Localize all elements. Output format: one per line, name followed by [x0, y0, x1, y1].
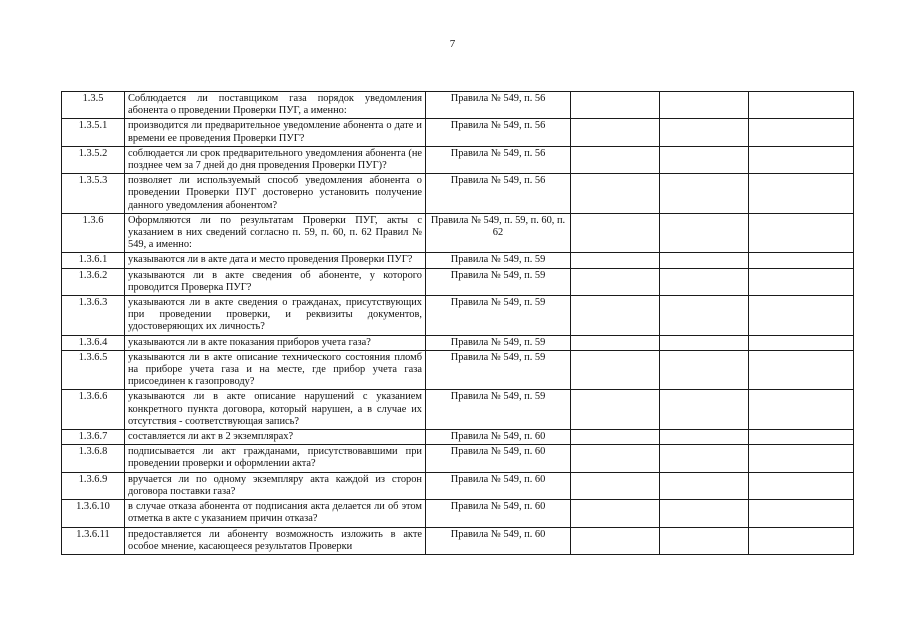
answer-na-cell[interactable]: [749, 445, 854, 472]
answer-na-cell[interactable]: [749, 253, 854, 268]
answer-no-cell[interactable]: [660, 527, 749, 554]
answer-no-cell[interactable]: [660, 500, 749, 527]
legal-reference: Правила № 549, п. 59: [426, 296, 571, 336]
question-text: предоставляется ли абоненту возможность изложить в акте особое мнение, касающееся результатов Проверки: [125, 527, 426, 554]
answer-na-cell[interactable]: [749, 350, 854, 390]
legal-reference: Правила № 549, п. 60: [426, 472, 571, 499]
table-row: [62, 146, 854, 173]
legal-reference: Правила № 549, п. 56: [426, 174, 571, 214]
question-text: составляется ли акт в 2 экземплярах?: [125, 430, 426, 445]
legal-reference: Правила № 549, п. 59: [426, 253, 571, 268]
item-number: 1.3.5: [62, 92, 125, 119]
answer-na-cell[interactable]: [749, 119, 854, 146]
legal-reference: Правила № 549, п. 60: [426, 445, 571, 472]
question-text: производится ли предварительное уведомление абонента о дате и времени ее проведения Проверки ПУГ?: [125, 119, 426, 146]
item-number: 1.3.6.10: [62, 500, 125, 527]
answer-yes-cell[interactable]: [571, 268, 660, 295]
item-number: 1.3.6.3: [62, 296, 125, 336]
item-number: 1.3.6.8: [62, 445, 125, 472]
answer-na-cell[interactable]: [749, 500, 854, 527]
answer-yes-cell[interactable]: [571, 146, 660, 173]
legal-reference: Правила № 549, п. 60: [426, 500, 571, 527]
answer-no-cell[interactable]: [660, 445, 749, 472]
answer-yes-cell[interactable]: [571, 174, 660, 214]
item-number: 1.3.6.9: [62, 472, 125, 499]
table-row: [62, 174, 854, 214]
question-text: подписывается ли акт гражданами, присутствовавшими при проведении проверки и оформлении акта?: [125, 445, 426, 472]
item-number: 1.3.6.6: [62, 390, 125, 430]
table-row: [62, 92, 854, 119]
question-text: позволяет ли используемый способ уведомления абонента о проведении Проверки ПУГ достоверно установить получение данного уведомления абонентом?: [125, 174, 426, 214]
answer-yes-cell[interactable]: [571, 92, 660, 119]
item-number: 1.3.5.3: [62, 174, 125, 214]
legal-reference: Правила № 549, п. 59: [426, 390, 571, 430]
question-text: Соблюдается ли поставщиком газа порядок уведомления абонента о проведении Проверки ПУГ, а именно:: [125, 92, 426, 119]
answer-no-cell[interactable]: [660, 390, 749, 430]
table-row: [62, 500, 854, 527]
answer-no-cell[interactable]: [660, 213, 749, 253]
table-row: [62, 119, 854, 146]
answer-na-cell[interactable]: [749, 174, 854, 214]
question-text: в случае отказа абонента от подписания акта делается ли об этом отметка в акте с указанием причин отказа?: [125, 500, 426, 527]
question-text: указываются ли в акте описание нарушений с указанием конкретного пункта договора, который нарушен, а в случае их отсутствия - соответствующая запись?: [125, 390, 426, 430]
answer-na-cell[interactable]: [749, 92, 854, 119]
answer-no-cell[interactable]: [660, 253, 749, 268]
question-text: вручается ли по одному экземпляру акта каждой из сторон договора поставки газа?: [125, 472, 426, 499]
answer-na-cell[interactable]: [749, 146, 854, 173]
answer-yes-cell[interactable]: [571, 119, 660, 146]
table-row: [62, 335, 854, 350]
answer-yes-cell[interactable]: [571, 430, 660, 445]
legal-reference: Правила № 549, п. 60: [426, 430, 571, 445]
item-number: 1.3.5.1: [62, 119, 125, 146]
legal-reference: Правила № 549, п. 59: [426, 268, 571, 295]
answer-no-cell[interactable]: [660, 174, 749, 214]
question-text: указываются ли в акте дата и место проведения Проверки ПУГ?: [125, 253, 426, 268]
question-text: Оформляются ли по результатам Проверки ПУГ, акты с указанием в них сведений согласно п. 59, п. 60, п. 62 Правил № 549, а именно:: [125, 213, 426, 253]
item-number: 1.3.6.11: [62, 527, 125, 554]
answer-yes-cell[interactable]: [571, 390, 660, 430]
answer-yes-cell[interactable]: [571, 350, 660, 390]
page-number: 7: [449, 38, 456, 50]
answer-no-cell[interactable]: [660, 92, 749, 119]
item-number: 1.3.6: [62, 213, 125, 253]
answer-no-cell[interactable]: [660, 335, 749, 350]
question-text: указываются ли в акте показания приборов учета газа?: [125, 335, 426, 350]
legal-reference: Правила № 549, п. 59, п. 60, п. 62: [426, 213, 571, 253]
answer-yes-cell[interactable]: [571, 445, 660, 472]
answer-na-cell[interactable]: [749, 213, 854, 253]
table-row: [62, 350, 854, 390]
answer-na-cell[interactable]: [749, 527, 854, 554]
item-number: 1.3.6.5: [62, 350, 125, 390]
legal-reference: Правила № 549, п. 56: [426, 146, 571, 173]
answer-na-cell[interactable]: [749, 268, 854, 295]
legal-reference: Правила № 549, п. 56: [426, 92, 571, 119]
answer-yes-cell[interactable]: [571, 527, 660, 554]
legal-reference: Правила № 549, п. 60: [426, 527, 571, 554]
table-row: [62, 253, 854, 268]
item-number: 1.3.6.1: [62, 253, 125, 268]
answer-no-cell[interactable]: [660, 296, 749, 336]
legal-reference: Правила № 549, п. 59: [426, 335, 571, 350]
table-row: [62, 445, 854, 472]
answer-na-cell[interactable]: [749, 390, 854, 430]
table-row: [62, 390, 854, 430]
answer-no-cell[interactable]: [660, 350, 749, 390]
answer-no-cell[interactable]: [660, 472, 749, 499]
table-row: [62, 472, 854, 499]
item-number: 1.3.6.7: [62, 430, 125, 445]
table-row: [62, 527, 854, 554]
table-row: [62, 268, 854, 295]
answer-yes-cell[interactable]: [571, 500, 660, 527]
answer-yes-cell[interactable]: [571, 296, 660, 336]
answer-no-cell[interactable]: [660, 146, 749, 173]
answer-no-cell[interactable]: [660, 430, 749, 445]
question-text: указываются ли в акте сведения о гражданах, присутствующих при проведении проверки, и реквизиты документов, удостоверяющих их личность?: [125, 296, 426, 336]
item-number: 1.3.6.2: [62, 268, 125, 295]
table-row: [62, 213, 854, 253]
item-number: 1.3.6.4: [62, 335, 125, 350]
legal-reference: Правила № 549, п. 56: [426, 119, 571, 146]
answer-yes-cell[interactable]: [571, 472, 660, 499]
answer-yes-cell[interactable]: [571, 213, 660, 253]
answer-na-cell[interactable]: [749, 335, 854, 350]
question-text: указываются ли в акте описание технического состояния пломб на приборе учета газа и на месте, где прибор учета газа присоединен к газопроводу?: [125, 350, 426, 390]
answer-yes-cell[interactable]: [571, 335, 660, 350]
checklist-table: [61, 91, 854, 555]
answer-na-cell[interactable]: [749, 472, 854, 499]
checklist-body: [62, 92, 854, 555]
answer-yes-cell[interactable]: [571, 253, 660, 268]
legal-reference: Правила № 549, п. 59: [426, 350, 571, 390]
answer-no-cell[interactable]: [660, 268, 749, 295]
table-row: [62, 430, 854, 445]
question-text: соблюдается ли срок предварительного уведомления абонента (не позднее чем за 7 дней до дня проведения Проверки ПУГ)?: [125, 146, 426, 173]
item-number: 1.3.5.2: [62, 146, 125, 173]
answer-no-cell[interactable]: [660, 119, 749, 146]
answer-na-cell[interactable]: [749, 296, 854, 336]
table-row: [62, 296, 854, 336]
answer-na-cell[interactable]: [749, 430, 854, 445]
question-text: указываются ли в акте сведения об абоненте, у которого проводится Проверка ПУГ?: [125, 268, 426, 295]
